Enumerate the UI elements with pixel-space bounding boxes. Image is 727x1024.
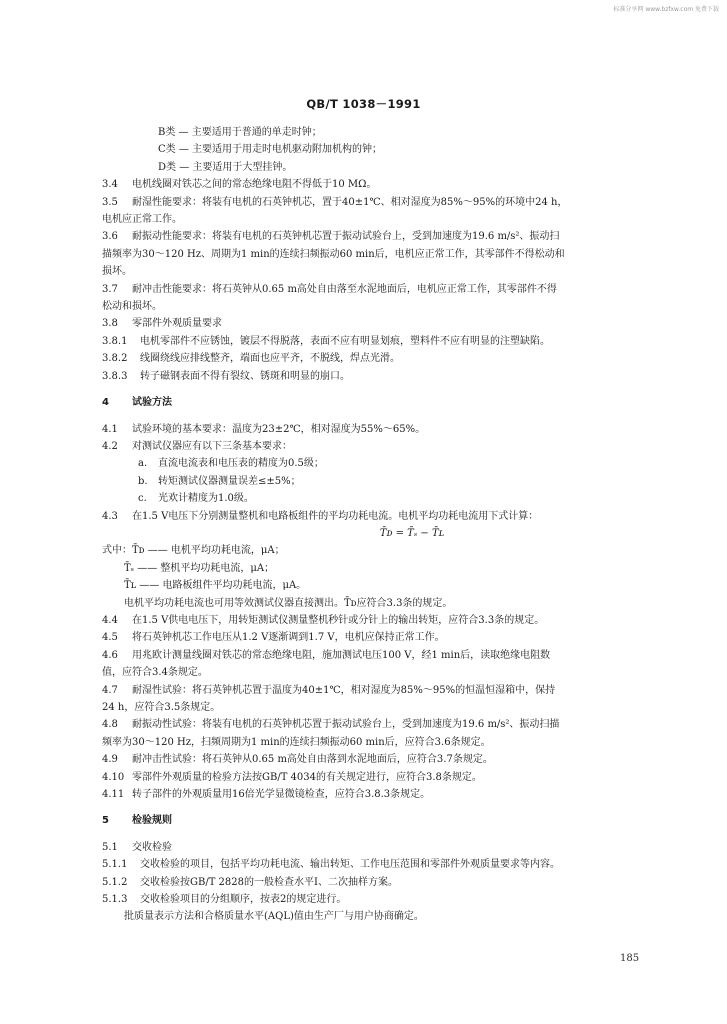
line-text: 值，应符合3.4条规定。 <box>102 667 208 679</box>
line-text: 转子部件的外观质量用16倍光学显微镜检查，应符合3.8.3条规定。 <box>132 789 431 801</box>
line-text: 损坏。 <box>102 266 132 278</box>
line-text: 频率为30～120 Hz，扫频周期为1 min的连续扫频振动60 min后，应符合3.6条规定。 <box>102 736 491 748</box>
line-text: 耐冲击性能要求：将石英钟从0.65 m高处自由落至水泥地面后，电机应正常工作，其零部件不得 <box>132 283 557 295</box>
document-body <box>102 124 662 926</box>
line-text: T̄ᴅ = T̄ₛ − T̄ʟ <box>379 527 445 539</box>
clause-number: 5 <box>102 815 109 827</box>
text-line <box>102 124 662 141</box>
line-text: T̄ₛ —— 整机平均功耗电流，μA； <box>124 562 275 574</box>
text-line <box>102 159 662 176</box>
text-line <box>102 542 662 559</box>
line-text: 描频率为30～120 Hz、周期为1 min的连续扫频振动60 min后，电机应正常工作，其零部件不得松动和 <box>102 248 565 260</box>
text-line <box>102 281 662 298</box>
text-line <box>102 699 662 716</box>
text-line <box>102 751 662 768</box>
text-line <box>102 525 662 542</box>
clause-number: 4.9 <box>102 754 118 766</box>
text-line <box>102 734 662 751</box>
line-text: 零部件外观质量的检验方法按GB/T 4034的有关规定进行，应符合3.8条规定。 <box>132 771 482 783</box>
clause-number: 3.5 <box>102 196 118 208</box>
text-line <box>102 839 662 856</box>
clause-number: 3.8 <box>102 318 118 330</box>
spacer <box>102 385 662 394</box>
text-line <box>102 874 662 891</box>
clause-number: 4.5 <box>102 632 118 644</box>
line-text: 交收检验的项目，包括平均功耗电流、输出转矩、工作电压范围和零部件外观质量要求等内容。 <box>140 859 560 871</box>
text-line <box>102 577 662 594</box>
clause-number: 3.7 <box>102 283 118 295</box>
clause-number: 4.1 <box>102 423 118 435</box>
clause-number: 5.1.2 <box>102 876 128 888</box>
line-text: 24 h，应符合3.5条规定。 <box>102 702 221 713</box>
clause-number: 5.1.3 <box>102 894 128 906</box>
text-line <box>102 786 662 803</box>
line-text: C类 — 主要适用于用走时电机驱动附加机构的钟； <box>158 144 383 156</box>
line-text: 电机零部件不应锈蚀，镀层不得脱落，表面不应有明显划痕，塑料件不应有明显的注塑缺陷。 <box>140 335 550 347</box>
line-text: 交收检验 <box>132 841 172 853</box>
text-line <box>102 333 662 350</box>
text-line <box>102 421 662 438</box>
text-line <box>102 263 662 280</box>
clause-number: 4.3 <box>102 510 118 522</box>
line-text: 检验规则 <box>132 815 172 827</box>
line-text: 转子磁钢表面不得有裂纹、锈斑和明显的崩口。 <box>140 370 350 382</box>
spacer <box>102 830 662 839</box>
clause-number: 5.1 <box>102 841 118 853</box>
spacer <box>102 803 662 812</box>
text-line <box>102 368 662 385</box>
line-text: 试验方法 <box>132 397 172 409</box>
text-line <box>102 612 662 629</box>
line-text: 光欢计精度为1.0级。 <box>158 493 254 505</box>
line-text: 电机应正常工作。 <box>102 214 182 226</box>
line-text: 电机线圈对铁芯之间的常态绝缘电阻不得低于10 MΩ。 <box>132 179 377 191</box>
line-text: 在1.5 V供电电压下，用转矩测试仪测量整机秒针或分针上的输出转矩，应符合3.3条的规定。 <box>132 614 545 626</box>
text-line <box>102 508 662 525</box>
clause-number: 3.4 <box>102 179 118 191</box>
text-line <box>102 211 662 228</box>
section-heading <box>102 812 662 829</box>
spacer <box>102 412 662 421</box>
clause-number: 4.8 <box>102 719 118 731</box>
clause-number: c. <box>138 493 147 505</box>
clause-number: 4.11 <box>102 789 125 801</box>
text-line <box>102 490 662 507</box>
text-line <box>102 664 662 681</box>
line-text: 转矩测试仪器测量误差≤±5%； <box>158 475 301 487</box>
clause-number: 4.6 <box>102 649 118 661</box>
line-text: 式中：T̄ᴅ —— 电机平均功耗电流，μA； <box>102 545 285 557</box>
text-line <box>102 176 662 193</box>
line-text: 对测试仪器应有以下三条基本要求： <box>132 440 292 452</box>
line-text: 耐湿性能要求：将装有电机的石英钟机芯，置于40±1℃、相对湿度为85%～95%的环境中24 h， <box>132 196 568 208</box>
text-line <box>102 228 662 245</box>
clause-number: b. <box>138 475 148 487</box>
line-text: 在1.5 V电压下分别测量整机和电路板组件的平均功耗电流。电机平均功耗电流用下式计算： <box>132 510 539 522</box>
line-text: 松动和损坏。 <box>102 301 162 313</box>
line-text: 耐振动性试验：将装有电机的石英钟机芯置于振动试验台上，受到加速度为19.6 m/s²、振动扫描 <box>132 719 560 731</box>
line-text: T̄ʟ —— 电路板组件平均功耗电流，μA。 <box>124 580 307 592</box>
page-header: QB/T 1038－1991 <box>306 97 421 111</box>
text-line <box>102 194 662 211</box>
line-text: B类 — 主要适用于普通的单走时钟； <box>158 127 322 138</box>
line-text: 线圈绕线应排线整齐，端面也应平齐，不脱线，焊点光滑。 <box>140 353 400 365</box>
clause-number: a. <box>138 458 148 470</box>
clause-number: 4.4 <box>102 614 118 626</box>
clause-number: 4.2 <box>102 440 118 452</box>
section-heading <box>102 394 662 411</box>
line-text: 批质量表示方法和合格质量水平(AQL)值由生产厂与用户协商确定。 <box>124 911 424 923</box>
clause-number: 5.1.1 <box>102 859 128 871</box>
line-text: 电机平均功耗电流也可用等效测试仪器直接测出。T̄ᴅ应符合3.3条的规定。 <box>124 597 453 609</box>
line-text: 零部件外观质量要求 <box>132 318 222 330</box>
text-line <box>102 629 662 646</box>
clause-number: 3.8.3 <box>102 370 128 382</box>
text-line <box>102 891 662 908</box>
text-line <box>102 908 662 925</box>
clause-number: 3.8.1 <box>102 335 128 347</box>
text-line <box>102 455 662 472</box>
clause-number: 4 <box>102 397 109 409</box>
text-line <box>102 647 662 664</box>
line-text: D类 — 主要适用于大型挂钟。 <box>158 161 293 173</box>
watermark-text: 标准分享网 www.bzfxw.com 免费下载 <box>613 6 719 13</box>
text-line <box>102 682 662 699</box>
clause-number: 3.6 <box>102 231 118 243</box>
text-line <box>102 315 662 332</box>
clause-number: 4.7 <box>102 684 118 696</box>
clause-number: 4.10 <box>102 771 125 783</box>
text-line <box>102 560 662 577</box>
line-text: 交收检验按GB/T 2828的一般检查水平Ⅰ、二次抽样方案。 <box>140 876 398 888</box>
text-line <box>102 246 662 263</box>
text-line <box>102 438 662 455</box>
line-text: 直流电流表和电压表的精度为0.5级； <box>158 458 324 470</box>
text-line <box>102 350 662 367</box>
clause-number: 3.8.2 <box>102 353 128 365</box>
text-line <box>102 298 662 315</box>
text-line <box>102 856 662 873</box>
text-line <box>102 769 662 786</box>
line-text: 耐振动性能要求：将装有电机的石英钟机芯置于振动试验台上，受到加速度为19.6 m/s²、振动扫 <box>132 231 560 243</box>
text-line <box>102 716 662 733</box>
line-text: 试验环境的基本要求：温度为23±2℃，相对湿度为55%～65%。 <box>132 423 426 435</box>
text-line <box>102 473 662 490</box>
page-number: 185 <box>620 953 640 964</box>
text-line <box>102 595 662 612</box>
text-line <box>102 141 662 158</box>
line-text: 耐湿性试验：将石英钟机芯置于温度为40±1℃，相对湿度为85%～95%的恒温恒湿箱中，保持 <box>132 684 556 696</box>
line-text: 用兆欧计测量线圈对铁芯的常态绝缘电阻，施加测试电压100 V，经1 min后，读取绝缘电阻数 <box>132 649 551 661</box>
line-text: 交收检验项目的分组顺序，按表2的规定进行。 <box>140 894 347 906</box>
line-text: 将石英钟机芯工作电压从1.2 V逐渐调到1.7 V，电机应保持正常工作。 <box>132 632 445 644</box>
line-text: 耐冲击性试验：将石英钟从0.65 m高处自由落到水泥地面后，应符合3.7条规定。 <box>132 754 493 766</box>
